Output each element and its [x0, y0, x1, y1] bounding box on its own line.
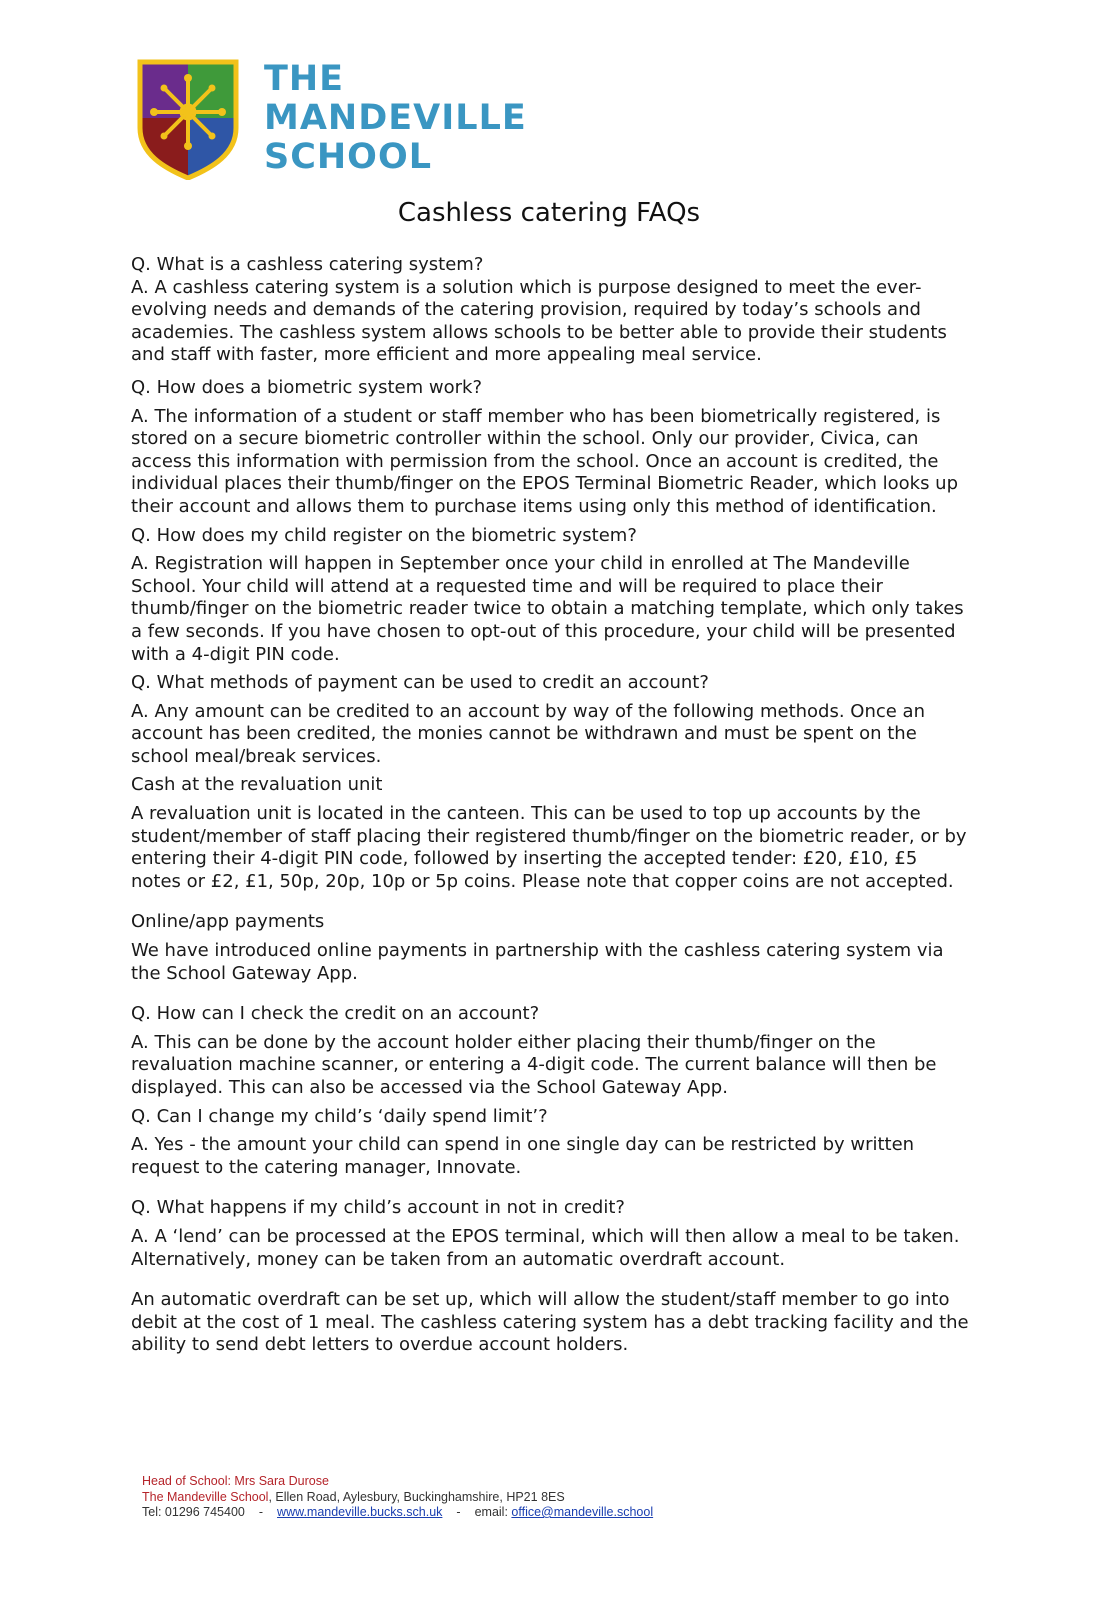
faq-question: Q. How does a biometric system work? — [131, 376, 482, 398]
faq-content — [131, 254, 971, 1357]
footer-email-link[interactable]: office@mandeville.school — [511, 1505, 654, 1519]
footer-separator: - — [456, 1505, 461, 1519]
faq-paragraph: An automatic overdraft can be set up, which will allow the student/staff member to go into debit at the cost of 1 meal. The cashless catering system has a debt tracking facility and the ability to send debt letters to overdue account holders. — [131, 1289, 969, 1356]
footer-school-name: The Mandeville School — [142, 1489, 269, 1504]
faq-answer: A. The information of a student or staff member who has been biometrically registered, is stored on a secure biometric controller within the school. Only our provider, Civica, can access this information with permission from the school. Once an account is credited, the individual places their thumb/finger on the EPOS Terminal Biometric Reader, which looks up their account and allows them to purchase items using only this method of identification. — [131, 405, 959, 517]
faq-question: Q. What happens if my child’s account in not in credit? — [131, 1197, 625, 1219]
faq-question: Q. Can I change my child’s ‘daily spend limit’? — [131, 1105, 548, 1127]
faq-answer: A. A ‘lend’ can be processed at the EPOS terminal, which will then allow a meal to be taken. Alternatively, money can be taken from an automatic overdraft account. — [131, 1225, 960, 1270]
page-title: Cashless catering FAQs — [397, 198, 701, 228]
faq-question: Q. What methods of payment can be used to credit an account? — [131, 672, 709, 694]
school-logo — [136, 58, 536, 180]
faq-answer: We have introduced online payments in partnership with the cashless catering system via the School Gateway App. — [131, 940, 944, 984]
school-name-line: MANDEVILLE — [264, 98, 527, 138]
school-name — [264, 60, 527, 177]
faq-answer: A revaluation unit is located in the canteen. This can be used to top up accounts by the student/member of staff placing their registered thumb/finger on the biometric reader, or by entering their 4-digit PIN code, followed by inserting the accepted tender: £20, £10, £5 notes or £2, £1, 50p, 20p, 10p or 5p coins. Please note that copper coins are not accepted. — [131, 803, 967, 892]
faq-question: Q. What is a cashless catering system? — [131, 254, 484, 275]
faq-answer: A. A cashless catering system is a solution which is purpose designed to meet the ever-evolving needs and demands of the catering provision, required by today’s schools and academies. The cashless system allows schools to be better able to provide their students and staff with faster, more efficient and more appealing meal service. — [131, 276, 947, 366]
faq-subheading: Online/app payments — [131, 911, 325, 933]
faq-answer: A. Any amount can be credited to an account by way of the following methods. Once an account has been credited, the monies cannot be withdrawn and must be spent on the school meal/break services. — [131, 700, 925, 767]
faq-answer: A. Yes - the amount your child can spend in one single day can be restricted by written request to the catering manager, Innovate. — [131, 1134, 915, 1178]
school-name-line: SCHOOL — [264, 137, 432, 177]
page-footer — [142, 1474, 653, 1521]
footer-address: , Ellen Road, Aylesbury, Buckinghamshire, HP21 8ES — [268, 1489, 565, 1504]
footer-head-of-school: Head of School: Mrs Sara Durose — [142, 1474, 329, 1488]
footer-contact-line — [142, 1505, 653, 1521]
faq-question: Q. How can I check the credit on an account? — [131, 1003, 540, 1025]
faq-answer: A. This can be done by the account holder either placing their thumb/finger on the revaluation machine scanner, or entering a 4-digit code. The current balance will then be displayed. This can also be accessed via the School Gateway App. — [131, 1031, 937, 1098]
footer-email-label: email: — [474, 1505, 512, 1519]
faq-answer: A. Registration will happen in September once your child in enrolled at The Mandeville School. Your child will attend at a requested time and will be required to place their thumb/finger on the biometric reader twice to obtain a matching template, which only takes a few seconds. If you have chosen to opt-out of this procedure, your child will be presented with a 4-digit PIN code. — [131, 553, 964, 665]
footer-address-line — [142, 1490, 653, 1506]
faq-question: Q. How does my child register on the biometric system? — [131, 524, 637, 546]
school-name-line: THE — [264, 59, 345, 99]
school-crest-icon — [136, 58, 240, 180]
footer-separator: - — [258, 1505, 264, 1519]
footer-website-link[interactable]: www.mandeville.bucks.sch.uk — [277, 1505, 443, 1519]
faq-subheading: Cash at the revaluation unit — [131, 774, 383, 796]
footer-telephone: Tel: 01296 745400 — [142, 1505, 245, 1519]
